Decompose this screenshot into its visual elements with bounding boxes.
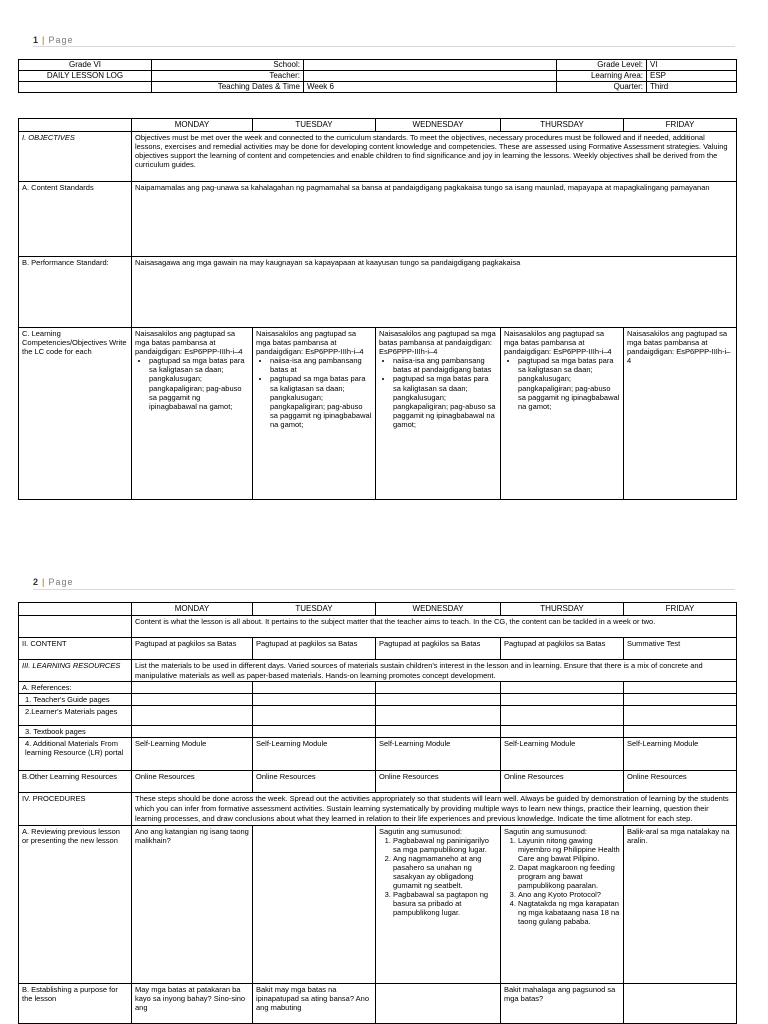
school-value bbox=[304, 60, 557, 71]
learning-area-value: ESP bbox=[647, 71, 737, 82]
purpose-thursday: Bakit mahalaga ang pagsunod sa mga batas? bbox=[501, 983, 624, 1023]
lc-bullet: • pagtupad sa mga batas para sa kaligtasan sa daan; pangkalusugan; pangkapaligiran; pag-abuso sa paggamit ng ipinagbabawal na gamot; bbox=[149, 356, 249, 411]
daily-lesson-table-page2 bbox=[18, 602, 737, 1024]
page-number-label: 2 | Page bbox=[33, 577, 74, 587]
lc-bullet: • naiisa-isa ang pambansang batas at pandaigdigang batas bbox=[393, 356, 497, 374]
page-divider bbox=[33, 589, 735, 590]
lesson-header-table bbox=[18, 59, 737, 93]
day-header: FRIDAY bbox=[624, 603, 737, 616]
review-item: 1. Layunin nitong gawing miyembro ng Philippine Health Care ang bawat Pilipino. bbox=[518, 836, 620, 863]
teacher-value bbox=[304, 71, 557, 82]
performance-standard-text: Naisasagawa ang mga gawain na may kaugnayan sa kapayapaan at kaayusan tungo sa pandaigdigang pagkakaisa bbox=[132, 256, 737, 327]
objectives-text: Objectives must be met over the week and connected to the curriculum standards. To meet the objectives, necessary procedures must be followed and if needed, additional lessons, exercises and remedial activities may be done for developing content knowledge and competencies. These are assessed using Formative Assessment strategies. Valuing objectives support the learning of content and competencies and enable children to find significance and joy in learning the lessons. Weekly objectives shall be derived from the curriculum guides. bbox=[132, 131, 737, 181]
review-label: A. Reviewing previous lesson or presenting the new lesson bbox=[19, 825, 132, 983]
textbook-label: 3. Textbook pages bbox=[19, 726, 132, 738]
teacher-label: Teacher: bbox=[152, 71, 304, 82]
day-header: WEDNESDAY bbox=[376, 603, 501, 616]
content-cell: Pagtupad at pagkilos sa Batas bbox=[132, 637, 253, 659]
grade-level-value: VI bbox=[647, 60, 737, 71]
learning-competencies-label: C. Learning Competencies/Objectives Write the LC code for each bbox=[19, 327, 132, 499]
content-cell: Summative Test bbox=[624, 637, 737, 659]
procedures-note: These steps should be done across the week. Spread out the activities appropriately so that students will learn well. Always be guided by demonstration of learning by the students which you can infer from formative assessment activities. Sustain learning systematically by providing multiple ways to learn new things, practice their learning, question their learning processes, and draw conclusions about what they learned in relation to their life experiences and previous knowledge. Indicate the time allotment for each step. bbox=[132, 793, 737, 825]
other-cell: Online Resources bbox=[132, 771, 253, 793]
additional-cell: Self-Learning Module bbox=[376, 738, 501, 771]
additional-cell: Self-Learning Module bbox=[624, 738, 737, 771]
review-wednesday: Sagutin ang sumusunod: 1. Pagbabawal ng paninigarilyo sa mga pampublikong lugar. 2. Ang nagmamaneho at ang pasahero sa unahan ng sasakyan ay obligadong gumamit ng seatbelt. 3. Pagbabawal sa pagtapon ng basura sa pribado at pampublikong lugar. bbox=[376, 825, 501, 983]
content-cell: Pagtupad at pagkilos sa Batas bbox=[376, 637, 501, 659]
lc-bullet: • pagtupad sa mga batas para sa kaligtasan sa daan; pangkalusugan; pangkapaligiran; pag-abuso sa paggamit ng ipinagbabawal na gamot; bbox=[270, 374, 372, 429]
other-cell: Online Resources bbox=[501, 771, 624, 793]
grade-label: Grade VI bbox=[19, 60, 152, 71]
review-item: 4. Nagtatakda ng mga karapatan ng mga kabataang nasa 18 na taong gulang pababa. bbox=[518, 899, 620, 926]
review-item: 3. Ano ang Kyoto Protocol? bbox=[518, 890, 620, 899]
additional-cell: Self-Learning Module bbox=[501, 738, 624, 771]
review-item: 3. Pagbabawal sa pagtapon ng basura sa pribado at pampublikong lugar. bbox=[393, 890, 497, 917]
corner-cell bbox=[19, 603, 132, 616]
purpose-tuesday: Bakit may mga batas na ipinapatupad sa ating bansa? Ano ang mabuting bbox=[253, 983, 376, 1023]
lc-friday: Naisasakilos ang pagtupad sa mga batas pambansa at pandaigdigan: EsP6PPP-IIIh-i–4 bbox=[624, 327, 737, 499]
content-label: II. CONTENT bbox=[19, 637, 132, 659]
teachers-guide-label: 1. Teacher's Guide pages bbox=[19, 694, 132, 706]
content-standards-label: A. Content Standards bbox=[19, 181, 132, 256]
purpose-monday: May mga batas at patakaran ba kayo sa inyong bahay? Sino-sino ang bbox=[132, 983, 253, 1023]
resources-note: List the materials to be used in different days. Varied sources of materials sustain children's interest in the lesson and in learning. Ensure that there is a mix of concrete and manipulative materials as well as paper-based materials. Hands-on learning promotes concept development. bbox=[132, 659, 737, 682]
lc-monday: Naisasakilos ang pagtupad sa mga batas pambansa at pandaigdigan: EsP6PPP-IIIh-i–4 • pagtupad sa mga batas para sa kaligtasan sa daan; pangkalusugan; pangkapaligiran; pag-abuso sa paggamit ng ipinagbabawal na gamot; bbox=[132, 327, 253, 499]
other-cell: Online Resources bbox=[253, 771, 376, 793]
page-number-label: 1 | Page bbox=[33, 35, 74, 45]
content-note: Content is what the lesson is all about. It pertains to the subject matter that the teacher aims to teach. In the CG, the content can be tackled in a week or two. bbox=[132, 615, 737, 637]
review-item: 2. Ang nagmamaneho at ang pasahero sa unahan ng sasakyan ay obligadong gumamit ng seatbelt. bbox=[393, 854, 497, 890]
day-header: MONDAY bbox=[132, 603, 253, 616]
resources-label: III. LEARNING RESOURCES bbox=[19, 659, 132, 682]
purpose-label: B. Establishing a purpose for the lesson bbox=[19, 983, 132, 1023]
procedures-label: IV. PROCEDURES bbox=[19, 793, 132, 825]
header-blank bbox=[19, 82, 152, 93]
log-title: DAILY LESSON LOG bbox=[19, 71, 152, 82]
review-thursday: Sagutin ang sumusunod: 1. Layunin nitong gawing miyembro ng Philippine Health Care ang bawat Pilipino. 2. Dapat magkaroon ng feeding program ang bawat pampublikong paaralan. 3. Ano ang Kyoto Protocol? 4. Nagtatakda ng mga karapatan ng mga kabataang nasa 18 na taong gulang pababa. bbox=[501, 825, 624, 983]
lc-bullet: • naiisa-isa ang pambansang batas at bbox=[270, 356, 372, 374]
content-cell: Pagtupad at pagkilos sa Batas bbox=[253, 637, 376, 659]
dates-value: Week 6 bbox=[304, 82, 557, 93]
day-header: TUESDAY bbox=[253, 119, 376, 132]
day-header: FRIDAY bbox=[624, 119, 737, 132]
other-resources-label: B.Other Learning Resources bbox=[19, 771, 132, 793]
day-header: WEDNESDAY bbox=[376, 119, 501, 132]
performance-standard-label: B. Performance Standard: bbox=[19, 256, 132, 327]
purpose-friday bbox=[624, 983, 737, 1023]
review-friday: Balik-aral sa mga natalakay na aralin. bbox=[624, 825, 737, 983]
learners-materials-label: 2.Learner's Materials pages bbox=[19, 706, 132, 726]
corner-cell bbox=[19, 119, 132, 132]
day-header: TUESDAY bbox=[253, 603, 376, 616]
learning-area-label: Learning Area: bbox=[557, 71, 647, 82]
daily-lesson-table-page1 bbox=[18, 118, 737, 500]
additional-cell: Self-Learning Module bbox=[253, 738, 376, 771]
lc-wednesday: Naisasakilos ang pagtupad sa mga batas pambansa at pandaigdigan: EsP6PPP-IIIh-i–4 • naiisa-isa ang pambansang batas at pandaigdigang batas • pagtupad sa mga batas para sa kaligtasan sa daan; pangkalusugan; pangkapaligiran; pag-abuso sa paggamit ng ipinagbabawal na gamot; bbox=[376, 327, 501, 499]
page-divider bbox=[33, 46, 735, 47]
other-cell: Online Resources bbox=[376, 771, 501, 793]
content-cell: Pagtupad at pagkilos sa Batas bbox=[501, 637, 624, 659]
blank-label bbox=[19, 615, 132, 637]
school-label: School: bbox=[152, 60, 304, 71]
quarter-label: Quarter: bbox=[557, 82, 647, 93]
day-header: MONDAY bbox=[132, 119, 253, 132]
dates-label: Teaching Dates & Time bbox=[152, 82, 304, 93]
objectives-label: I. OBJECTIVES bbox=[19, 131, 132, 181]
lc-thursday: Naisasakilos ang pagtupad sa mga batas pambansa at pandaigdigan: EsP6PPP-IIIh-i–4 • pagtupad sa mga batas para sa kaligtasan sa daan; pangkalusugan; pangkapaligiran; pag-abuso sa paggamit ng ipinagbabawal na gamot; bbox=[501, 327, 624, 499]
day-header: THURSDAY bbox=[501, 119, 624, 132]
review-item: 1. Pagbabawal ng paninigarilyo sa mga pampublikong lugar. bbox=[393, 836, 497, 854]
review-monday: Ano ang katangian ng isang taong malikhain? bbox=[132, 825, 253, 983]
references-label: A. References: bbox=[19, 682, 132, 694]
additional-materials-label: 4. Additional Materials From learning Resource (LR) portal bbox=[19, 738, 132, 771]
lc-tuesday: Naisasakilos ang pagtupad sa mga batas pambansa at pandaigdigan: EsP6PPP-IIIh-i–4 • naiisa-isa ang pambansang batas at • pagtupad sa mga batas para sa kaligtasan sa daan; pangkalusugan; pangkapaligiran; pag-abuso sa paggamit ng ipinagbabawal na gamot; bbox=[253, 327, 376, 499]
quarter-value: Third bbox=[647, 82, 737, 93]
lc-bullet: • pagtupad sa mga batas para sa kaligtasan sa daan; pangkalusugan; pangkapaligiran; pag-abuso sa paggamit ng ipinagbabawal na gamot; bbox=[393, 374, 497, 429]
day-header: THURSDAY bbox=[501, 603, 624, 616]
review-tuesday bbox=[253, 825, 376, 983]
additional-cell: Self-Learning Module bbox=[132, 738, 253, 771]
lc-bullet: • pagtupad sa mga batas para sa kaligtasan sa daan; pangkalusugan; pangkapaligiran; pag-abuso sa paggamit ng ipinagbabawal na gamot; bbox=[518, 356, 620, 411]
other-cell: Online Resources bbox=[624, 771, 737, 793]
content-standards-text: Naipamamalas ang pag-unawa sa kahalagahan ng pagmamahal sa bansa at pandaigdigang pagkakaisa tungo sa isang maunlad, mapayapa at mapagkalingang pamayanan bbox=[132, 181, 737, 256]
review-item: 2. Dapat magkaroon ng feeding program ang bawat pampublikong paaralan. bbox=[518, 863, 620, 890]
purpose-wednesday bbox=[376, 983, 501, 1023]
grade-level-label: Grade Level: bbox=[557, 60, 647, 71]
